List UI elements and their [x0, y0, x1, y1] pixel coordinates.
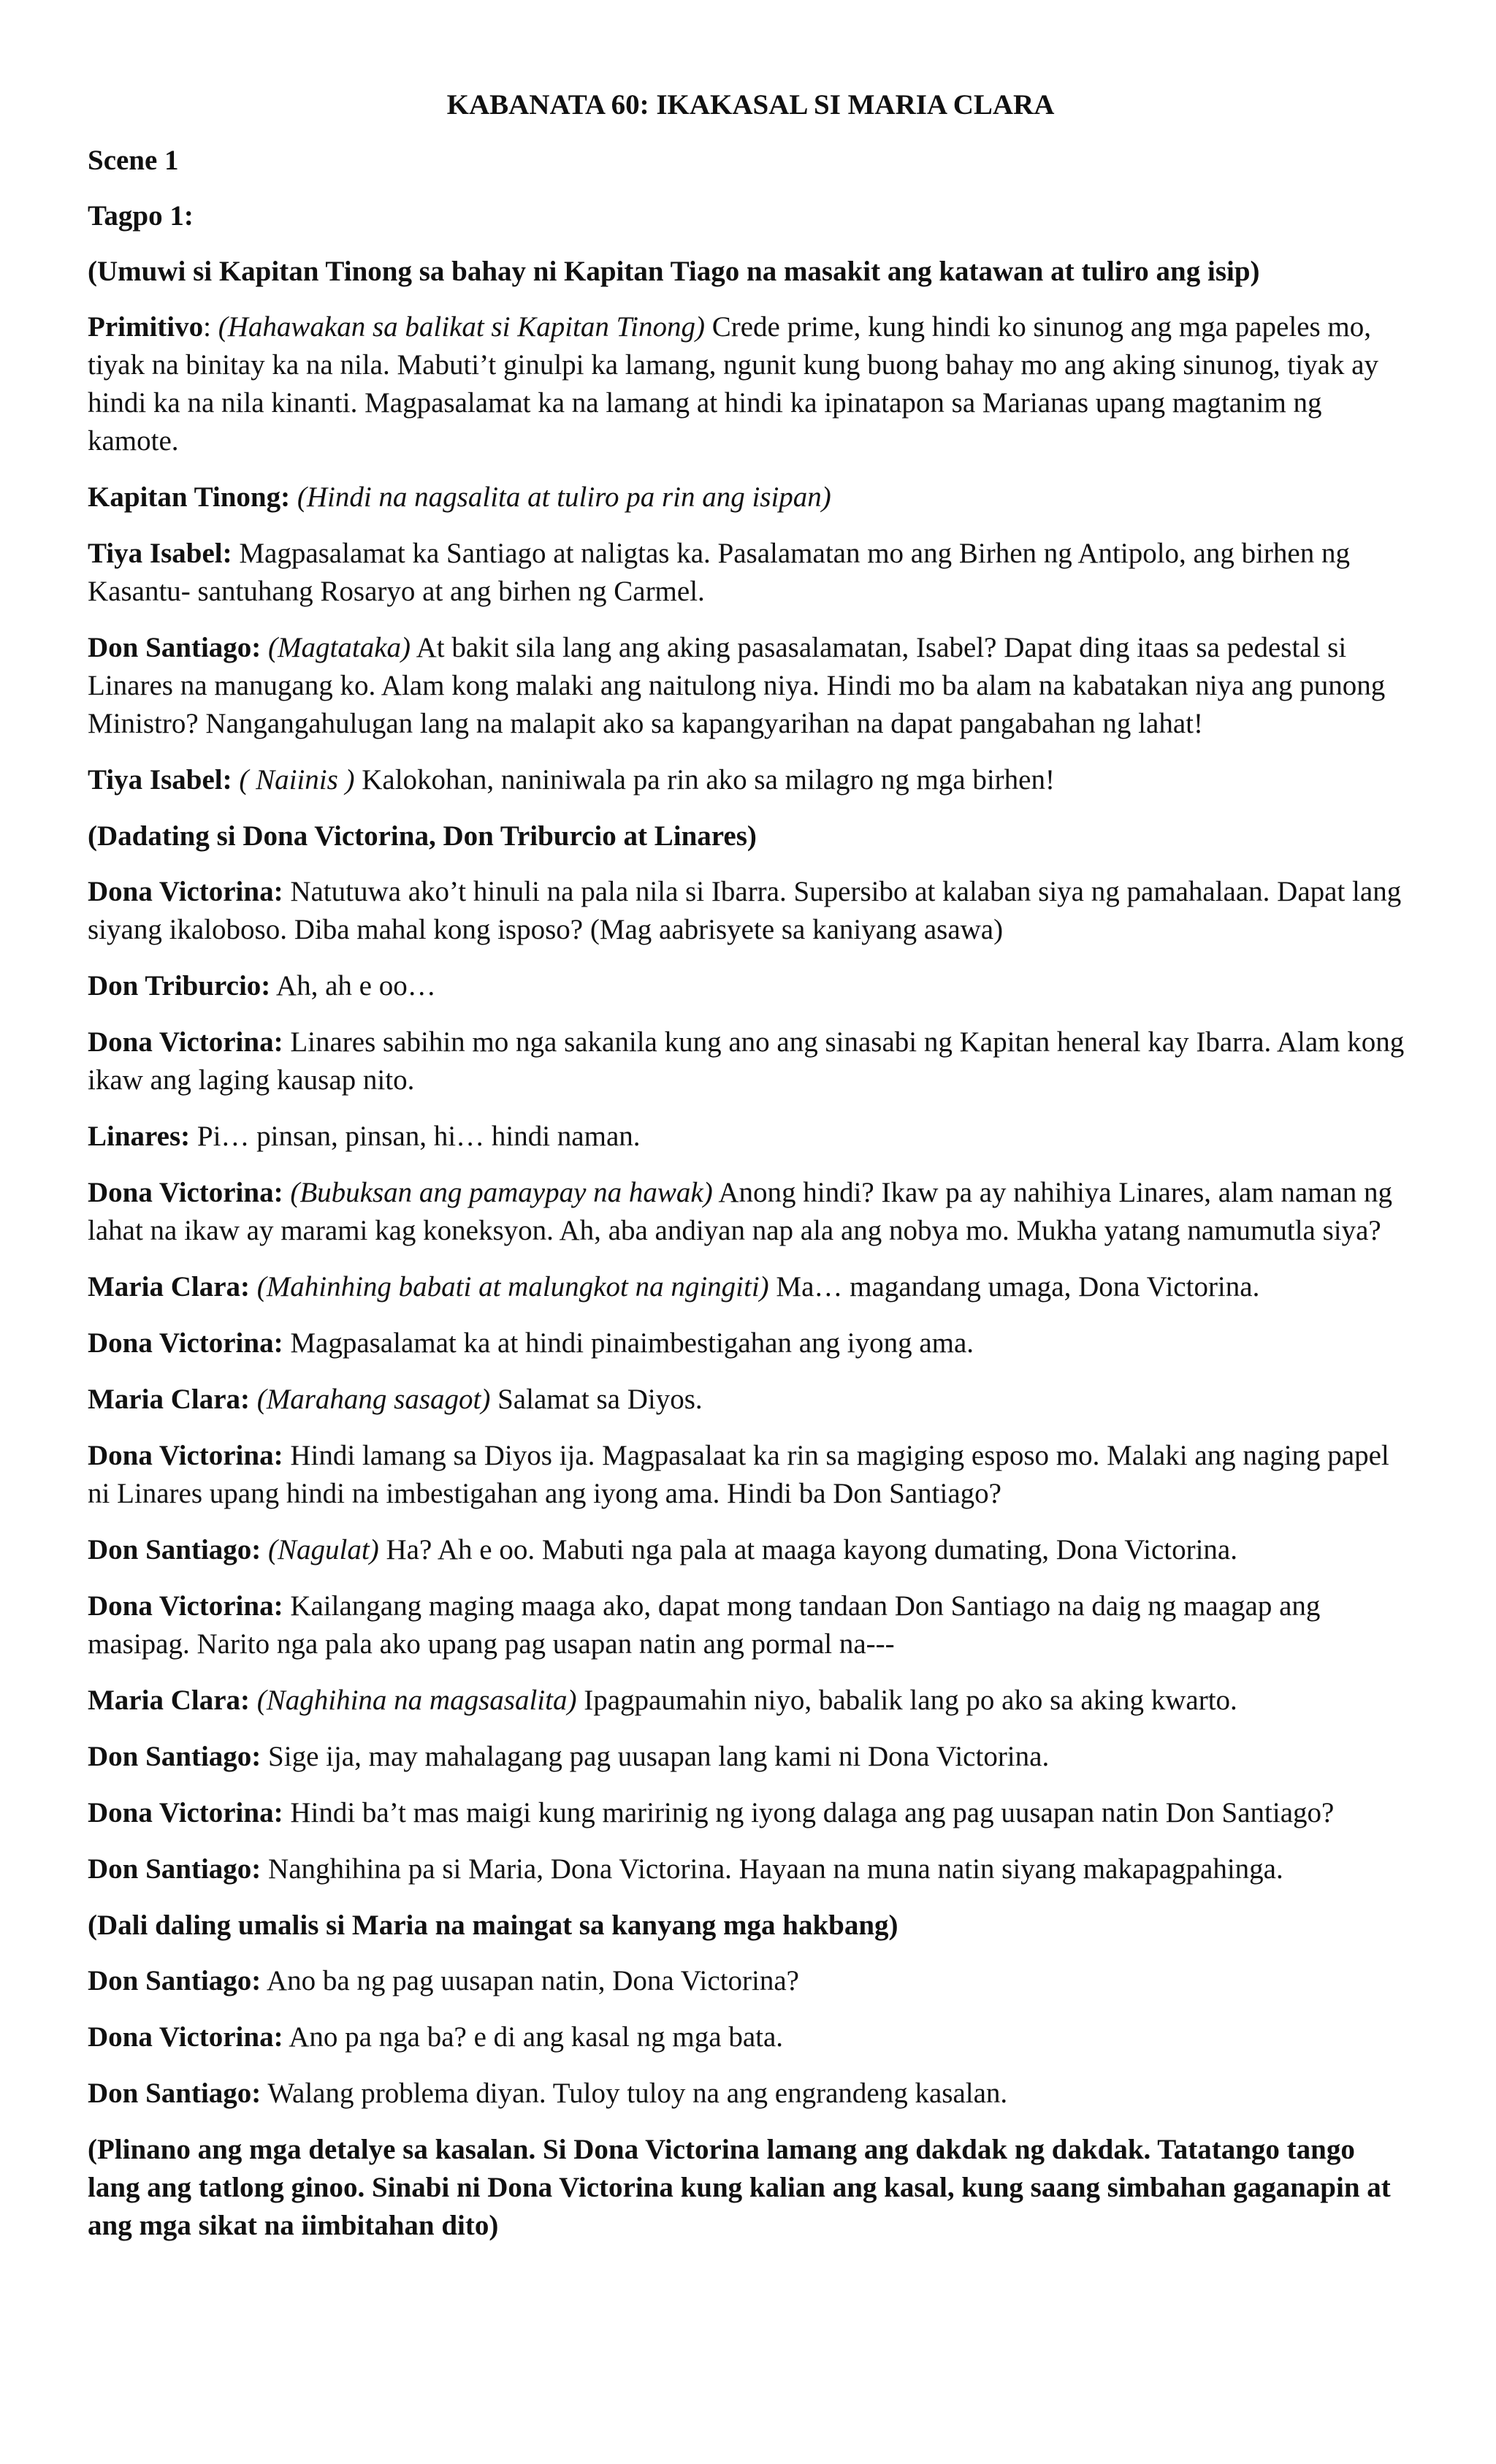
speaker-name: Tiya Isabel: [88, 538, 232, 569]
speaker-separator [250, 1384, 257, 1415]
dialogue-text: At bakit sila lang ang aking pasasalamatan, Isabel? Dapat ding itaas sa pedestal si Linares na manugang ko. Alam kong malaki ang naitulong niya. Hindi mo ba alam na kabatakan niya ang punong Ministro? Nangangahulugan lang na malapit ako sa kapangyarihan na dapat pangabahan ng lahat! [88, 632, 1386, 739]
tagpo-heading: Tagpo 1: [88, 200, 194, 232]
dialogue-text: Kailangang maging maaga ako, dapat mong tandaan Don Santiago na daig ng maagap ang masipag. Narito nga pala ako upang pag usapan natin ang pormal na--- [88, 1590, 1321, 1660]
dialogue-line [88, 1437, 1413, 1513]
speaker-name: Dona Victorina: [88, 1327, 283, 1359]
stage-direction: (Dali daling umalis si Maria na maingat sa kanyang mga hakbang) [88, 1910, 898, 1941]
dialogue-text: Magpasalamat ka at hindi pinaimbestigahan ang iyong ama. [290, 1327, 974, 1359]
dialogue-line [88, 2018, 1413, 2056]
stage-note: (Mahinhing babati at malungkot na ngingiti) [256, 1271, 769, 1302]
dialogue-line [88, 1682, 1413, 1720]
dialogue-text: Kalokohan, naniniwala pa rin ako sa milagro ng mga birhen! [354, 764, 1055, 796]
speaker-separator [250, 1685, 257, 1716]
speaker-name: Dona Victorina: [88, 1177, 283, 1208]
dialogue-text: Magpasalamat ka Santiago at naligtas ka. Pasalamatan mo ang Birhen ng Antipolo, ang birhen ng Kasantu- santuhang Rosaryo at ang birhen ng Carmel. [88, 538, 1350, 607]
stage-note: ( Naiinis ) [239, 764, 355, 796]
dialogue-text: Crede prime, kung hindi ko sinunog ang mga papeles mo, tiyak na binitay ka na nila. Mabuti’t ginulpi ka lamang, ngunit kung buong bahay mo ang aking sinunog, tiyak ay hindi ka na nila kinanti. Magpasalamat ka na lamang at hindi ka ipinatapon sa Marianas upang magtanim ng kamote. [88, 311, 1378, 457]
dialogue-text: Ano ba ng pag uusapan natin, Dona Victorina? [266, 1965, 799, 1996]
dialogue-line [88, 1023, 1413, 1099]
speaker-separator [261, 632, 268, 663]
dialogue-text: Ha? Ah e oo. Mabuti nga pala at maaga kayong dumating, Dona Victorina. [378, 1534, 1237, 1565]
dialogue-line [88, 1850, 1413, 1888]
stage-note: (Hahawakan sa balikat si Kapitan Tinong) [218, 311, 705, 343]
stage-direction: (Umuwi si Kapitan Tinong sa bahay ni Kapitan Tiago na masakit ang katawan at tuliro ang isip) [88, 256, 1260, 287]
speaker-name: Tiya Isabel: [88, 764, 232, 796]
scene-heading: Scene 1 [88, 145, 179, 176]
dialogue-line [88, 1324, 1413, 1362]
speaker-name: Kapitan Tinong: [88, 481, 291, 513]
speaker-name: Don Santiago: [88, 632, 262, 663]
speaker-name: Maria Clara: [88, 1271, 251, 1302]
speaker-name: Don Santiago: [88, 1853, 262, 1885]
page-title: KABANATA 60: IKAKASAL SI MARIA CLARA [446, 89, 1055, 121]
document-page [88, 86, 1413, 2262]
stage-note: (Naghihina na magsasalita) [256, 1685, 577, 1716]
speaker-separator [190, 1121, 197, 1152]
speaker-name: Don Santiago: [88, 2078, 262, 2109]
speaker-name: Dona Victorina: [88, 1440, 283, 1471]
speaker-separator [283, 1797, 291, 1828]
speaker-separator [283, 1590, 291, 1622]
speaker-name: Don Triburcio: [88, 970, 271, 1002]
dialogue-text: Ma… magandang umaga, Dona Victorina. [768, 1271, 1260, 1302]
speaker-separator [261, 1965, 267, 1996]
speaker-separator [290, 481, 297, 513]
dialogue-text: Ano pa nga ba? e di ang kasal ng mga bata. [289, 2021, 784, 2053]
speaker-name: Linares: [88, 1121, 191, 1152]
speaker-separator [232, 764, 240, 796]
dialogue-text: Anong hindi? Ikaw pa ay nahihiya Linares, alam naman ng lahat na ikaw ay marami kag koneksyon. Ah, aba andiyan nap ala ang nobya mo. Mukha yatang namumutla siya? [88, 1177, 1393, 1246]
dialogue-line [88, 308, 1413, 460]
dialogue-line [88, 1268, 1413, 1306]
speaker-separator [283, 1327, 291, 1359]
speaker-separator [261, 1741, 268, 1772]
speaker-separator [283, 1026, 291, 1058]
dialogue-line [88, 967, 1413, 1005]
stage-direction: (Plinano ang mga detalye sa kasalan. Si Dona Victorina lamang ang dakdak ng dakdak. Tatatango tango lang ang tatlong ginoo. Sinabi ni Dona Victorina kung kalian ang kasal, kung saang simbahan gaganapin at ang mga sikat na iimbitahan dito) [88, 2134, 1391, 2241]
dialogue-line [88, 2075, 1413, 2113]
script-body [88, 253, 1413, 2245]
speaker-name: Don Santiago: [88, 1965, 262, 1996]
dialogue-line [88, 1738, 1413, 1776]
speaker-name: Maria Clara: [88, 1685, 251, 1716]
speaker-separator [261, 1534, 268, 1565]
dialogue-text: Pi… pinsan, pinsan, hi… hindi naman. [196, 1121, 641, 1152]
speaker-name: Primitivo [88, 311, 204, 343]
stage-note: (Bubuksan ang pamaypay na hawak) [290, 1177, 713, 1208]
speaker-name: Dona Victorina: [88, 1026, 283, 1058]
dialogue-text: Hindi ba’t mas maigi kung maririnig ng iyong dalaga ang pag uusapan natin Don Santiago? [290, 1797, 1335, 1828]
speaker-separator [270, 970, 276, 1002]
dialogue-line [88, 873, 1413, 949]
dialogue-text: Ipagpaumahin niyo, babalik lang po ako sa aking kwarto. [576, 1685, 1237, 1716]
dialogue-text: Ah, ah e oo… [275, 970, 436, 1002]
speaker-name: Dona Victorina: [88, 1590, 283, 1622]
dialogue-line [88, 478, 1413, 516]
speaker-name: Don Santiago: [88, 1534, 262, 1565]
dialogue-line [88, 761, 1413, 799]
dialogue-text: Nanghihina pa si Maria, Dona Victorina. Hayaan na muna natin siyang makapagpahinga. [268, 1853, 1283, 1885]
dialogue-text: Sige ija, may mahalagang pag uusapan lang kami ni Dona Victorina. [268, 1741, 1050, 1772]
speaker-separator [283, 1177, 291, 1208]
speaker-name: Maria Clara: [88, 1384, 251, 1415]
dialogue-text: Salamat sa Diyos. [490, 1384, 703, 1415]
speaker-separator [261, 1853, 268, 1885]
dialogue-line [88, 1118, 1413, 1156]
dialogue-line [88, 1587, 1413, 1663]
dialogue-text: Walang problema diyan. Tuloy tuloy na ang engrandeng kasalan. [267, 2078, 1008, 2109]
speaker-separator [250, 1271, 257, 1302]
speaker-name: Dona Victorina: [88, 1797, 283, 1828]
stage-note: (Hindi na nagsalita at tuliro pa rin ang isipan) [297, 481, 831, 513]
dialogue-line [88, 629, 1413, 743]
dialogue-line [88, 535, 1413, 611]
dialogue-text: Hindi lamang sa Diyos ija. Magpasalaat ka rin sa magiging esposo mo. Malaki ang naging papel ni Linares upang hindi na imbestigahan ang iyong ama. Hindi ba Don Santiago? [88, 1440, 1389, 1509]
dialogue-line [88, 1794, 1413, 1832]
speaker-name: Dona Victorina: [88, 876, 283, 907]
dialogue-line [88, 1962, 1413, 2000]
stage-direction: (Dadating si Dona Victorina, Don Triburcio at Linares) [88, 820, 757, 852]
speaker-separator [283, 1440, 291, 1471]
stage-note: (Magtataka) [268, 632, 411, 663]
speaker-separator [232, 538, 240, 569]
speaker-name: Dona Victorina: [88, 2021, 283, 2053]
dialogue-line [88, 1381, 1413, 1419]
dialogue-line [88, 1531, 1413, 1569]
dialogue-text: Linares sabihin mo nga sakanila kung ano ang sinasabi ng Kapitan heneral kay Ibarra. Alam kong ikaw ang laging kausap nito. [88, 1026, 1405, 1096]
speaker-name: Don Santiago: [88, 1741, 262, 1772]
stage-note: (Marahang sasagot) [256, 1384, 491, 1415]
speaker-separator: : [203, 311, 218, 343]
dialogue-line [88, 1174, 1413, 1250]
dialogue-text: Natutuwa ako’t hinuli na pala nila si Ibarra. Supersibo at kalaban siya ng pamahalaan. Dapat lang siyang ikaloboso. Diba mahal kong isposo? (Mag aabrisyete sa kaniyang asawa) [88, 876, 1402, 945]
speaker-separator [261, 2078, 267, 2109]
stage-note: (Nagulat) [268, 1534, 379, 1565]
speaker-separator [283, 876, 291, 907]
